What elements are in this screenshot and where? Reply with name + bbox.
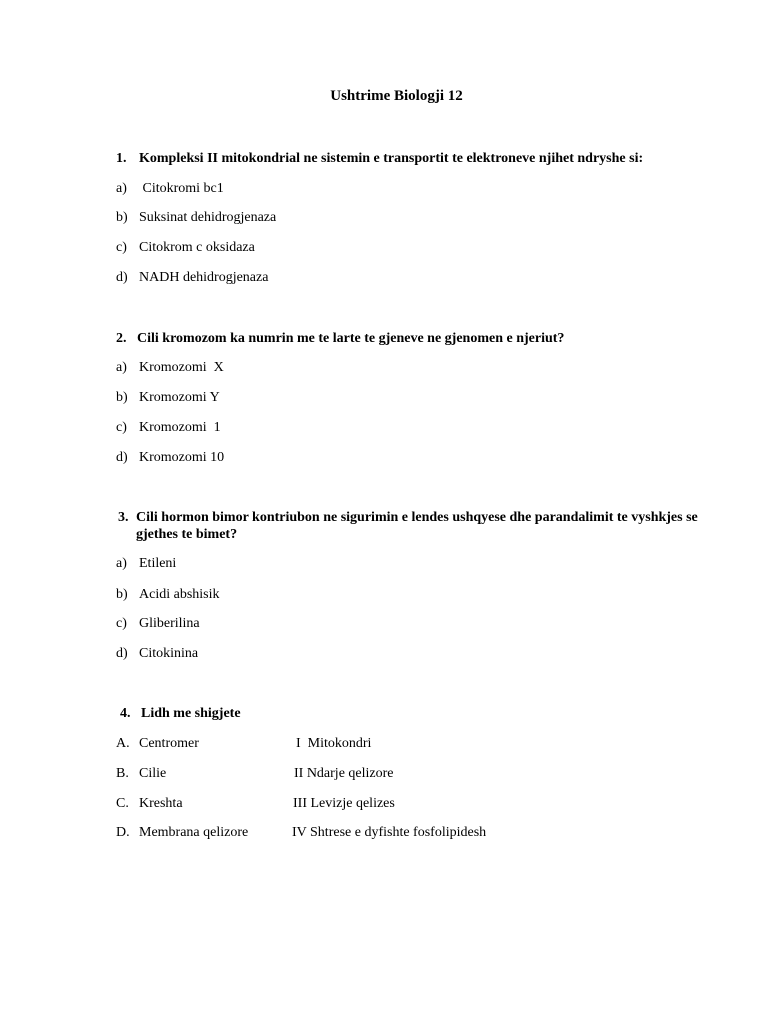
option-text: Citokrom c oksidaza [139, 240, 255, 255]
option-text: Suksinat dehidrogjenaza [139, 210, 277, 225]
option-letter: c) [116, 240, 127, 255]
option-text: Gliberilina [139, 616, 200, 631]
question-text: Cili hormon bimor kontriubon ne sigurimin e lendes ushqyese dhe parandalimit te vyshkjes se gjethes te bimet? [136, 510, 698, 542]
document-title: Ushtrime Biologji 12 [330, 88, 463, 104]
option-text: Kromozomi 10 [139, 450, 225, 465]
option-text: Acidi abshisik [139, 587, 220, 602]
match-right-text: IV Shtrese e dyfishte fosfolipidesh [292, 825, 487, 840]
option-letter: b) [116, 587, 128, 602]
option-text: Kromozomi 1 [139, 420, 221, 435]
match-letter: A. [116, 736, 130, 751]
option-letter: a) [116, 556, 127, 571]
question-number: 2. [116, 331, 127, 346]
match-letter: C. [116, 796, 129, 811]
question-3 [118, 509, 718, 543]
option-text: Citokinina [139, 646, 199, 661]
option-text: Etileni [139, 556, 177, 571]
question-text: Lidh me shigjete [141, 706, 241, 721]
option-letter: d) [116, 646, 128, 661]
option-letter: d) [116, 270, 128, 285]
match-letter: B. [116, 766, 129, 781]
match-left-text: Cilie [139, 766, 167, 781]
match-right-text: I Mitokondri [296, 736, 372, 751]
question-2 [116, 330, 756, 347]
option-text: Kromozomi X [139, 360, 224, 375]
option-text: Citokromi bc1 [139, 181, 224, 196]
match-left-text: Centromer [139, 736, 199, 751]
question-1 [116, 150, 756, 167]
option-letter: a) [116, 181, 127, 196]
option-letter: a) [116, 360, 127, 375]
question-text: Cili kromozom ka numrin me te larte te gjeneve ne gjenomen e njeriut? [137, 331, 565, 346]
question-text: Kompleksi II mitokondrial ne sistemin e transportit te elektroneve njihet ndryshe si: [139, 151, 644, 166]
question-4 [120, 705, 720, 722]
match-right-text: III Levizje qelizes [293, 796, 395, 811]
match-letter: D. [116, 825, 130, 840]
question-number: 1. [116, 151, 127, 166]
option-letter: c) [116, 616, 127, 631]
option-text: NADH dehidrogjenaza [139, 270, 269, 285]
option-letter: b) [116, 390, 128, 405]
match-left-text: Kreshta [139, 796, 183, 811]
option-letter: b) [116, 210, 128, 225]
question-number: 3. [118, 510, 129, 525]
question-number: 4. [120, 706, 131, 721]
option-letter: d) [116, 450, 128, 465]
option-letter: c) [116, 420, 127, 435]
match-right-text: II Ndarje qelizore [294, 766, 394, 781]
option-text: Kromozomi Y [139, 390, 220, 405]
match-left-text: Membrana qelizore [139, 825, 249, 840]
